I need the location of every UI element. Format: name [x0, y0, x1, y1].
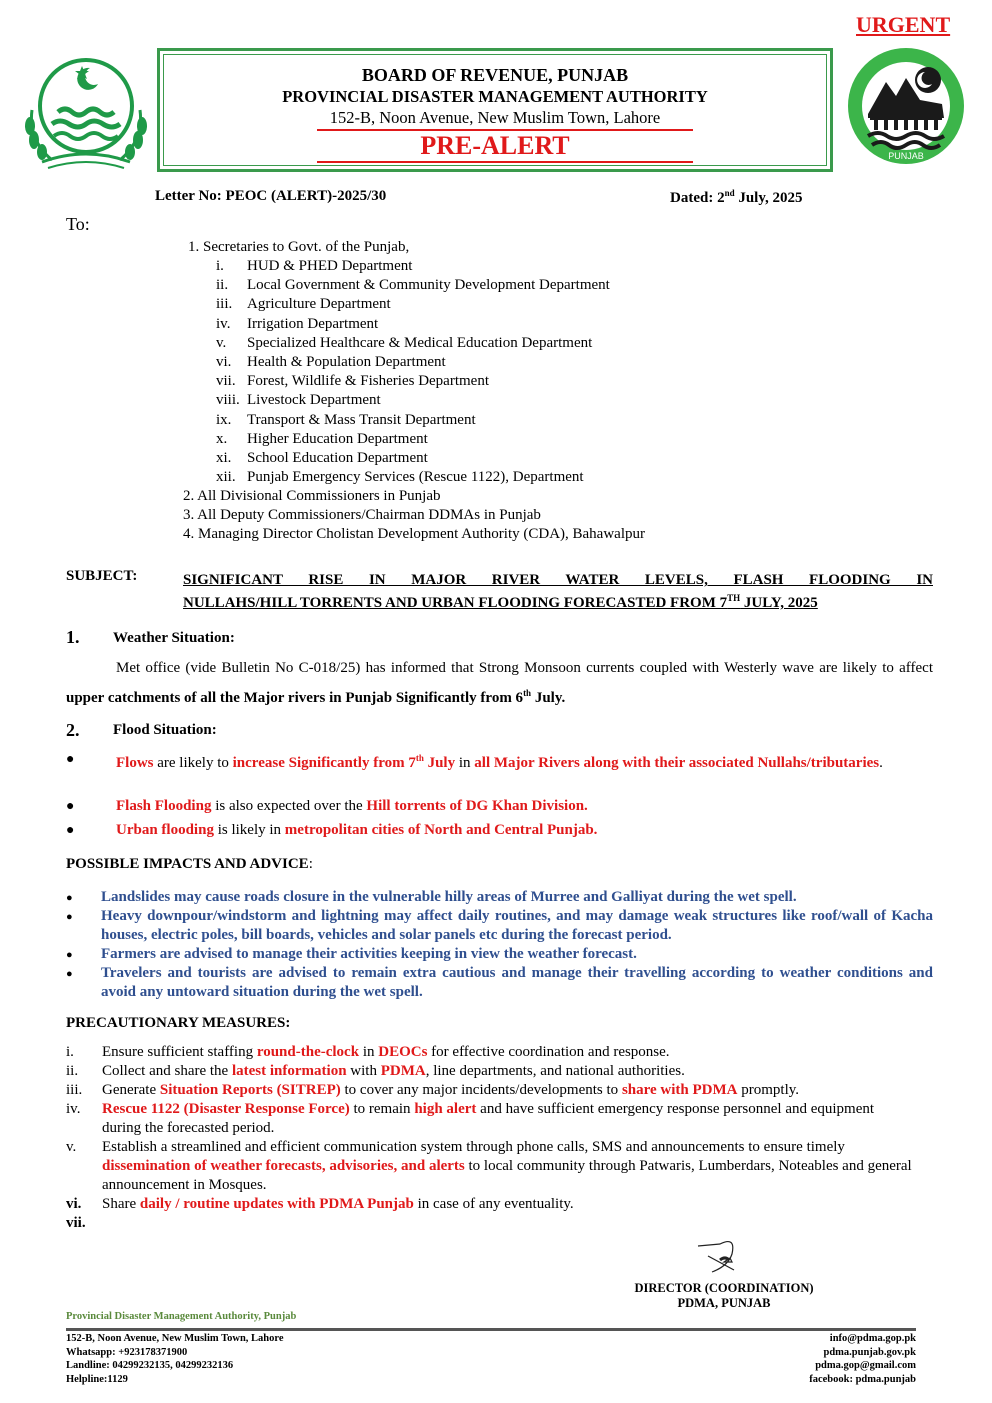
department-number: xi.: [216, 450, 232, 467]
bullet-icon: ●: [66, 911, 73, 923]
recipient-item-2: 2. All Divisional Commissioners in Punjab: [183, 488, 441, 504]
svg-text:PUNJAB: PUNJAB: [888, 151, 924, 161]
precautionary-measures-heading: PRECAUTIONARY MEASURES:: [66, 1015, 291, 1031]
impact-item: [66, 907, 933, 945]
department-number: xii.: [216, 469, 236, 486]
precaution-item-5: v. Establish a streamlined and efficient communication system through phone calls, SMS and announcements to ensure timely dissemination of weather forecasts, advisories, and alerts to local community through Patwaris, Lumberdars, Noteables and general announcement in Mosques.: [66, 1139, 912, 1193]
footer-landline: Landline: 04299232135, 04299232136: [66, 1360, 234, 1371]
recipient-item-4: 4. Managing Director Cholistan Development Authority (CDA), Bahawalpur: [183, 526, 645, 542]
pdma-punjab-seal-icon: [846, 44, 966, 168]
impact-text: Heavy downpour/windstorm and lightning may affect daily routines, and may damage weak structures like roof/wall of Kacha houses, electric poles, bill boards, vehicles and solar panels etc during the forecast period.: [101, 908, 933, 943]
department-item: [216, 295, 610, 314]
weather-situation-heading: Weather Situation:: [113, 630, 235, 646]
footer-whatsapp: Whatsapp: +923178371900: [66, 1346, 188, 1358]
pre-alert-title: PRE-ALERT: [420, 131, 570, 160]
letter-number: Letter No: PEOC (ALERT)-2025/30: [155, 188, 387, 204]
signatory-block: [627, 1281, 821, 1310]
impact-text: Farmers are advised to manage their activities keeping in view the weather forecast.: [101, 946, 637, 962]
precaution-item-4: iv. Rescue 1122 (Disaster Response Force) to remain high alert and have sufficient emergency response personnel and equipment during the forecasted period.: [66, 1101, 875, 1136]
urgent-label: URGENT: [856, 12, 951, 37]
department-name: Forest, Wildlife & Fisheries Department: [247, 373, 489, 390]
bullet-icon: ●: [66, 799, 75, 814]
footer-email-gmail[interactable]: pdma.gop@gmail.com: [815, 1360, 916, 1371]
impact-text: Landslides may cause roads closure in the vulnerable hilly areas of Murree and Galliyat during the wet spell.: [101, 889, 797, 905]
org-line-board-of-revenue: BOARD OF REVENUE, PUNJAB: [361, 65, 629, 85]
department-item: [216, 411, 610, 430]
department-name: HUD & PHED Department: [247, 258, 413, 274]
department-item: [216, 430, 610, 449]
department-item: [216, 334, 610, 353]
impact-item: [66, 964, 933, 1002]
footer-website[interactable]: pdma.punjab.gov.pk: [823, 1346, 916, 1358]
department-item: [216, 315, 610, 334]
department-name: Health & Population Department: [247, 354, 446, 371]
subject-label: SUBJECT:: [66, 568, 138, 584]
impact-item: [66, 945, 933, 964]
flood-bullet-3: Urban flooding is likely in metropolitan cities of North and Central Punjab.: [116, 822, 598, 838]
to-label: To:: [66, 214, 90, 234]
subject-line-1: SIGNIFICANT RISE IN MAJOR RIVER WATER LEVELS, FLASH FLOODING IN: [183, 572, 933, 588]
department-item: [216, 372, 610, 391]
footer-address: 152-B, Noon Avenue, New Muslim Town, Lahore: [66, 1333, 284, 1344]
footer-email-info[interactable]: info@pdma.gop.pk: [829, 1333, 916, 1344]
footer-org-name: Provincial Disaster Management Authority, Punjab: [66, 1311, 297, 1322]
department-name: Irrigation Department: [247, 315, 379, 332]
department-name: Transport & Mass Transit Department: [247, 411, 476, 428]
department-number: v.: [216, 334, 227, 351]
department-number: x.: [216, 430, 228, 447]
footer-divider: [66, 1328, 916, 1331]
signatory-org: PDMA, PUNJAB: [677, 1295, 771, 1310]
department-name: Higher Education Department: [247, 430, 428, 447]
section-number-1: 1.: [66, 627, 80, 647]
signature-icon: [690, 1234, 750, 1274]
bullet-icon: ●: [66, 823, 75, 838]
impact-text: Travelers and tourists are advised to remain extra cautious and manage their travelling according to weather conditions and avoid any untoward situation during the wet spell.: [101, 965, 933, 1000]
letter-date: Dated: 2nd July, 2025: [670, 188, 803, 206]
recipient-item-3: 3. All Deputy Commissioners/Chairman DDMAs in Punjab: [183, 507, 541, 523]
letterhead-box: [157, 48, 833, 172]
department-name: Specialized Healthcare & Medical Education Department: [247, 334, 593, 351]
department-number: i.: [216, 258, 224, 274]
flood-situation-heading: Flood Situation:: [113, 722, 217, 738]
department-number: vi.: [216, 354, 232, 371]
department-name: Punjab Emergency Services (Rescue 1122), Department: [247, 469, 584, 486]
precaution-item-7: vii.: [66, 1215, 86, 1231]
department-number: iv.: [216, 315, 231, 332]
subject-line-2: NULLAHS/HILL TORRENTS AND URBAN FLOODING FORECASTED FROM 7TH JULY, 2025: [183, 593, 818, 611]
punjab-government-emblem-icon: [18, 46, 154, 176]
department-item: [216, 353, 610, 372]
department-number: iii.: [216, 296, 233, 313]
department-item: [216, 468, 610, 487]
bullet-icon: ●: [66, 752, 75, 767]
department-item: [216, 257, 610, 276]
department-item: [216, 449, 610, 468]
department-item: [216, 391, 610, 410]
bullet-icon: ●: [66, 968, 73, 980]
footer-helpline: Helpline:1129: [66, 1373, 128, 1385]
org-address: 152-B, Noon Avenue, New Muslim Town, Lahore: [329, 108, 661, 127]
flood-bullet-1: Flows are likely to increase Significantly from 7th July in all Major Rivers along with their associated Nullahs/tributaries.: [116, 753, 883, 771]
recipient-item-1: 1. Secretaries to Govt. of the Punjab,: [188, 239, 410, 255]
possible-impacts-heading: POSSIBLE IMPACTS AND ADVICE:: [66, 856, 313, 872]
department-name: Agriculture Department: [247, 296, 391, 313]
department-number: viii.: [216, 392, 240, 409]
red-divider: [317, 161, 693, 163]
precaution-list: [66, 1043, 933, 1233]
precaution-item-2: ii. Collect and share the latest information with PDMA, line departments, and national authorities.: [66, 1063, 685, 1079]
precaution-item-1: i. Ensure sufficient staffing round-the-clock in DEOCs for effective coordination and response.: [66, 1044, 670, 1060]
footer-contact-right: [809, 1332, 916, 1386]
department-name: Livestock Department: [247, 392, 381, 409]
footer-contact-left: [66, 1332, 284, 1386]
weather-situation-text: Met office (vide Bulletin No C-018/25) has informed that Strong Monsoon currents coupled with Westerly wave are likely to affect upper catchments of all the Major rivers in Punjab Significantly from 6th July.: [66, 660, 933, 706]
flood-bullet-2: Flash Flooding is also expected over the Hill torrents of DG Khan Division.: [116, 798, 588, 814]
department-number: ix.: [216, 411, 232, 428]
department-item: [216, 276, 610, 295]
bullet-icon: ●: [66, 949, 73, 961]
org-line-pdma: PROVINCIAL DISASTER MANAGEMENT AUTHORITY: [282, 87, 708, 106]
department-number: vii.: [216, 373, 236, 390]
department-number: ii.: [216, 277, 229, 294]
department-list: [216, 257, 610, 487]
signatory-title: DIRECTOR (COORDINATION): [634, 1281, 814, 1295]
impact-item: [66, 888, 933, 907]
precaution-item-6: vi. Share daily / routine updates with PDMA Punjab in case of any eventuality.: [66, 1196, 574, 1212]
section-number-2: 2.: [66, 720, 80, 740]
footer-facebook[interactable]: facebook: pdma.punjab: [809, 1373, 916, 1385]
department-name: School Education Department: [247, 450, 428, 467]
department-name: Local Government & Community Development Department: [247, 277, 610, 294]
precaution-item-3: iii. Generate Situation Reports (SITREP) to cover any major incidents/developments to share with PDMA promptly.: [66, 1082, 800, 1098]
bullet-icon: ●: [66, 892, 73, 904]
